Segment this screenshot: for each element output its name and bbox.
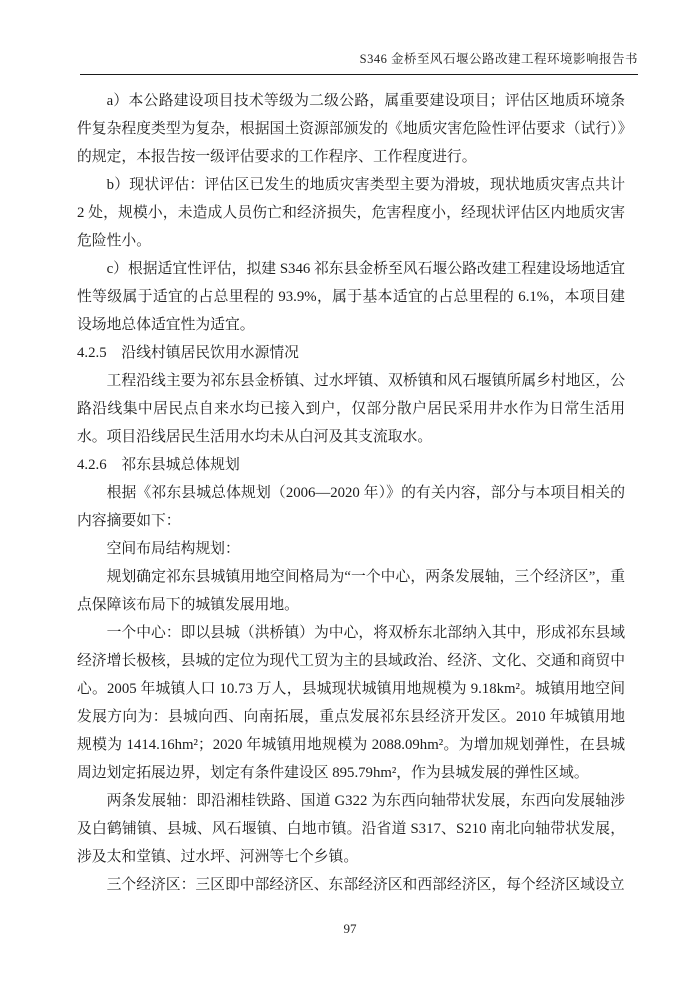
page-header	[0, 0, 700, 68]
paragraph-master-plan-intro: 根据《祁东县城总体规划（2006—2020 年）》的有关内容，部分与本项目相关的内容摘要如下：	[77, 485, 625, 529]
document-body	[0, 75, 700, 899]
paragraph-geo-assessment-c: c）根据适宜性评估，拟建 S346 祁东县金桥至风石堰公路改建工程建设场地适宜性等级属于适宜的占总里程的 93.9%，属于基本适宜的占总里程的 6.1%，本项目建设场地总体适宜性为适宜。	[77, 261, 625, 333]
section-heading-4-2-5	[77, 339, 625, 367]
paragraph-one-center: 一个中心：即以县城（洪桥镇）为中心，将双桥东北部纳入其中，形成祁东县域经济增长极核，县城的定位为现代工贸为主的县域政治、经济、文化、交通和商贸中心。2005 年城镇人口 10.73 万人，县城现状城镇用地规模为 9.18km²。城镇用地空间发展方向为：县城向西、向南拓展，重点发展祁东县经济开发区。2010 年城镇用地规模为 1414.16hm²；2020 年城镇用地规模为 2088.09hm²。为增加规划弹性，在县城周边划定拓展边界，划定有条件建设区 895.79hm²，作为县城发展的弹性区域。	[77, 625, 625, 781]
header-title: S346 金桥至风石堰公路改建工程环境影响报告书	[359, 52, 638, 66]
paragraph-spatial-pattern: 规划确定祁东县城镇用地空间格局为“一个中心，两条发展轴，三个经济区”，重点保障该布局下的城镇发展用地。	[77, 569, 625, 613]
paragraph-three-zones: 三个经济区：三区即中部经济区、东部经济区和西部经济区，每个经济区域设立	[106, 877, 625, 893]
paragraph-two-axes: 两条发展轴：即沿湘桂铁路、国道 G322 为东西向轴带状发展，东西向发展轴涉及白鹤铺镇、县城、风石堰镇、白地市镇。沿省道 S317、S210 南北向轴带状发展，涉及太和堂镇、过水坪、河洲等七个乡镇。	[77, 793, 625, 865]
paragraph-geo-assessment-a: a）本公路建设项目技术等级为二级公路，属重要建设项目；评估区地质环境条件复杂程度类型为复杂，根据国土资源部颁发的《地质灾害危险性评估要求（试行）》的规定，本报告按一级评估要求的工作程序、工作程度进行。	[77, 93, 625, 165]
page-number: 97	[343, 921, 357, 936]
page-footer	[0, 920, 700, 990]
paragraph-drinking-water: 工程沿线主要为祁东县金桥镇、过水坪镇、双桥镇和风石堰镇所属乡村地区，公路沿线集中居民点自来水均已接入到户，仅部分散户居民采用井水作为日常生活用水。项目沿线居民生活用水均未从白河及其支流取水。	[77, 373, 625, 445]
section-title: 沿线村镇居民饮用水源情况	[121, 345, 299, 361]
section-title: 祁东县城总体规划	[121, 457, 240, 473]
section-heading-4-2-6	[77, 451, 625, 479]
paragraph-spatial-layout-label: 空间布局结构规划：	[106, 541, 240, 557]
section-number: 4.2.5	[77, 345, 107, 361]
section-number: 4.2.6	[77, 457, 107, 473]
paragraph-geo-assessment-b: b）现状评估：评估区已发生的地质灾害类型主要为滑坡，现状地质灾害点共计 2 处，规模小，未造成人员伤亡和经济损失，危害程度小，经现状评估区内地质灾害危险性小。	[77, 177, 625, 249]
